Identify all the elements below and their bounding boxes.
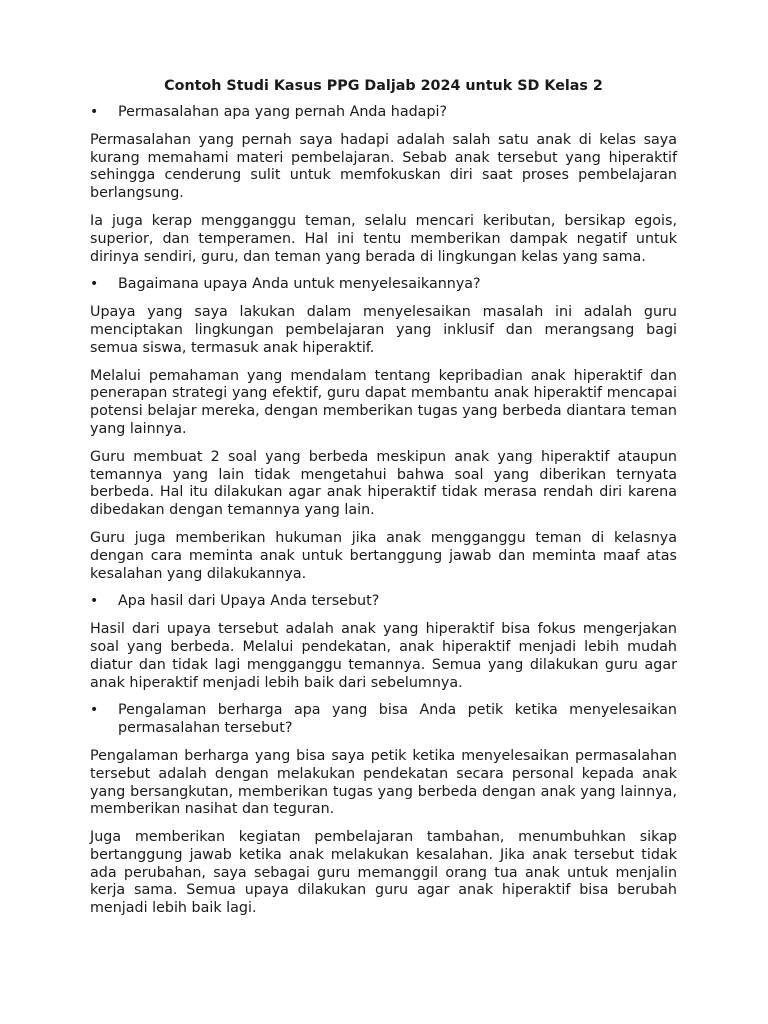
answer-paragraph: Ia juga kerap mengganggu teman, selalu mencari keributan, bersikap egois, superior, dan temperamen. Hal ini tentu memberikan dampak negatif untuk dirinya sendiri, guru, dan teman yang berada di lingkungan kelas yang sama. xyxy=(90,212,677,265)
document-body xyxy=(90,104,677,928)
question-bullet-item xyxy=(90,702,677,738)
answer-paragraph: Guru membuat 2 soal yang berbeda meskipun anak yang hiperaktif ataupun temannya yang lain tidak mengetahui bahwa soal yang diberikan ternyata berbeda. Hal itu dilakukan agar anak hiperaktif tidak merasa rendah diri karena dibedakan dengan temannya yang lain. xyxy=(90,448,677,519)
bullet-dot-icon: • xyxy=(90,276,99,293)
answer-paragraph: Pengalaman berharga yang bisa saya petik ketika menyelesaikan permasalahan tersebut adalah dengan melakukan pendekatan secara personal kepada anak yang bersangkutan, memberikan tugas yang berbeda dengan anak yang lainnya, memberikan nasihat dan teguran. xyxy=(90,747,677,818)
bullet-dot-icon: • xyxy=(90,593,99,610)
question-text: Pengalaman berharga apa yang bisa Anda petik ketika menyelesaikan permasalahan tersebut? xyxy=(118,702,677,737)
answer-paragraph: Hasil dari upaya tersebut adalah anak yang hiperaktif bisa fokus mengerjakan soal yang berbeda. Melalui pendekatan, anak hiperaktif menjadi lebih mudah diatur dan tidak lagi mengganggu temannya. Semua yang dilakukan guru agar anak hiperaktif menjadi lebih baik dari sebelumnya. xyxy=(90,621,677,691)
question-bullet-item xyxy=(90,104,677,122)
answer-paragraph: Juga memberikan kegiatan pembelajaran tambahan, menumbuhkan sikap bertanggung jawab ketika anak melakukan kesalahan. Jika anak tersebut tidak ada perubahan, saya sebagai guru memanggil orang tua anak untuk menjalin kerja sama. Semua upaya dilakukan guru agar anak hiperaktif bisa berubah menjadi lebih baik lagi. xyxy=(90,829,677,917)
bullet-dot-icon: • xyxy=(90,702,99,719)
question-text: Permasalahan apa yang pernah Anda hadapi? xyxy=(118,104,448,120)
answer-paragraph: Melalui pemahaman yang mendalam tentang kepribadian anak hiperaktif dan penerapan strategi yang efektif, guru dapat membantu anak hiperaktif mencapai potensi belajar mereka, dengan memberikan tugas yang berbeda diantara teman yang lainnya. xyxy=(90,367,677,437)
answer-paragraph: Permasalahan yang pernah saya hadapi adalah salah satu anak di kelas saya kurang memahami materi pembelajaran. Sebab anak tersebut yang hiperaktif sehingga cenderung sulit untuk memfokuskan diri saat proses pembelajaran berlangsung. xyxy=(90,131,677,202)
document-title: Contoh Studi Kasus PPG Daljab 2024 untuk SD Kelas 2 xyxy=(164,78,603,94)
answer-paragraph: Upaya yang saya lakukan dalam menyelesaikan masalah ini adalah guru menciptakan lingkungan pembelajaran yang inklusif dan merangsang bagi semua siswa, termasuk anak hiperaktif. xyxy=(90,304,677,356)
question-bullet-item xyxy=(90,276,677,294)
answer-paragraph: Guru juga memberikan hukuman jika anak mengganggu teman di kelasnya dengan cara meminta anak untuk bertanggung jawab dan meminta maaf atas kesalahan yang dilakukannya. xyxy=(90,529,677,582)
question-text: Apa hasil dari Upaya Anda tersebut? xyxy=(118,593,380,610)
question-text: Bagaimana upaya Anda untuk menyelesaikannya? xyxy=(118,276,481,293)
bullet-dot-icon: • xyxy=(90,104,99,120)
question-bullet-item xyxy=(90,593,677,611)
